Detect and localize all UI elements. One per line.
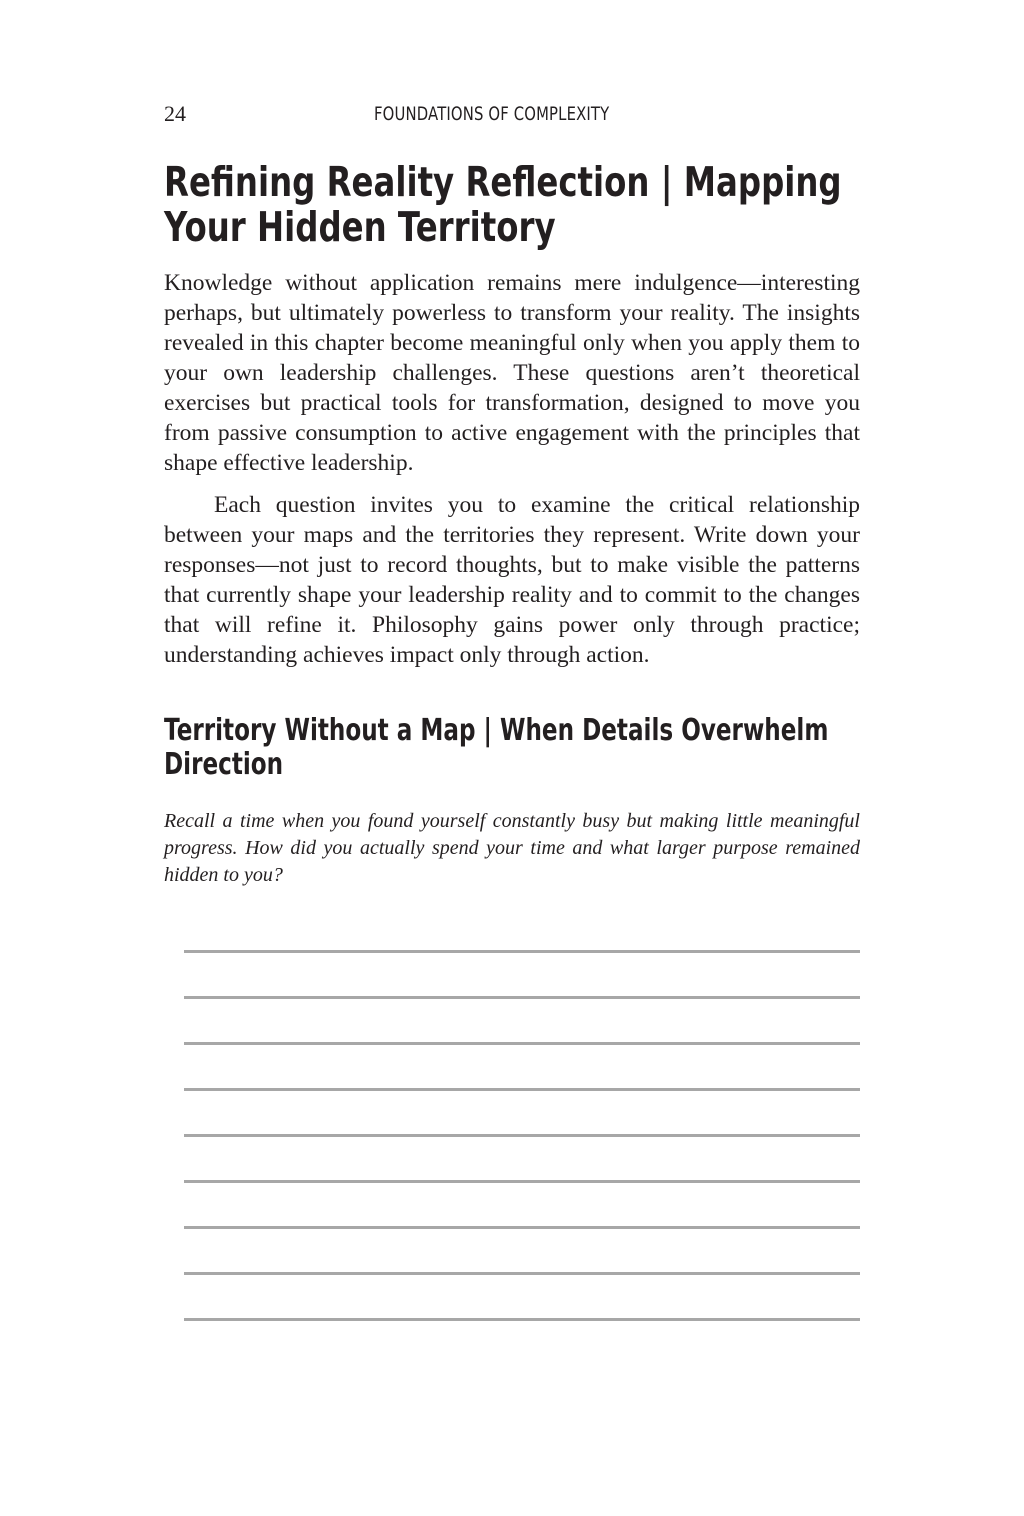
answer-line (184, 1318, 860, 1321)
page-number: 24 (164, 101, 186, 126)
answer-line (184, 1134, 860, 1137)
answer-lines (184, 950, 860, 1364)
answer-line (184, 1042, 860, 1045)
running-title: FOUNDATIONS OF COMPLEXITY (374, 103, 610, 125)
answer-line (184, 996, 860, 999)
chapter-heading: Refining Reality Reflection | Mapping Your Hidden Territory (164, 158, 842, 251)
reflection-prompt: Recall a time when you found yourself constantly busy but making little meaningful progress. How did you actually spend your time and what larger purpose remained hidden to you? (164, 810, 860, 886)
answer-line (184, 1272, 860, 1275)
answer-line (184, 1226, 860, 1229)
answer-line (184, 1088, 860, 1091)
running-head (164, 100, 860, 132)
section-heading: Territory Without a Map | When Details Overwhelm Direction (164, 713, 829, 782)
answer-line (184, 1180, 860, 1183)
body-paragraph-2: Each question invites you to examine the critical relationship between your maps and the territories they represent. Write down your responses—not just to record thoughts, but to make visible the patterns that currently shape your leadership reality and to commit to the changes that will refine it. Philosophy gains power only through practice; understanding achieves impact only through action. (164, 492, 860, 668)
page-content (164, 160, 860, 889)
body-paragraph-1: Knowledge without application remains mere indulgence—interesting perhaps, but ultimately powerless to transform your reality. The insights revealed in this chapter become meaningful only when you apply them to your own leadership challenges. These questions aren’t theoretical exercises but practical tools for transformation, designed to move you from passive consumption to active engagement with the principles that shape effective leadership. (164, 270, 860, 476)
answer-line (184, 950, 860, 953)
